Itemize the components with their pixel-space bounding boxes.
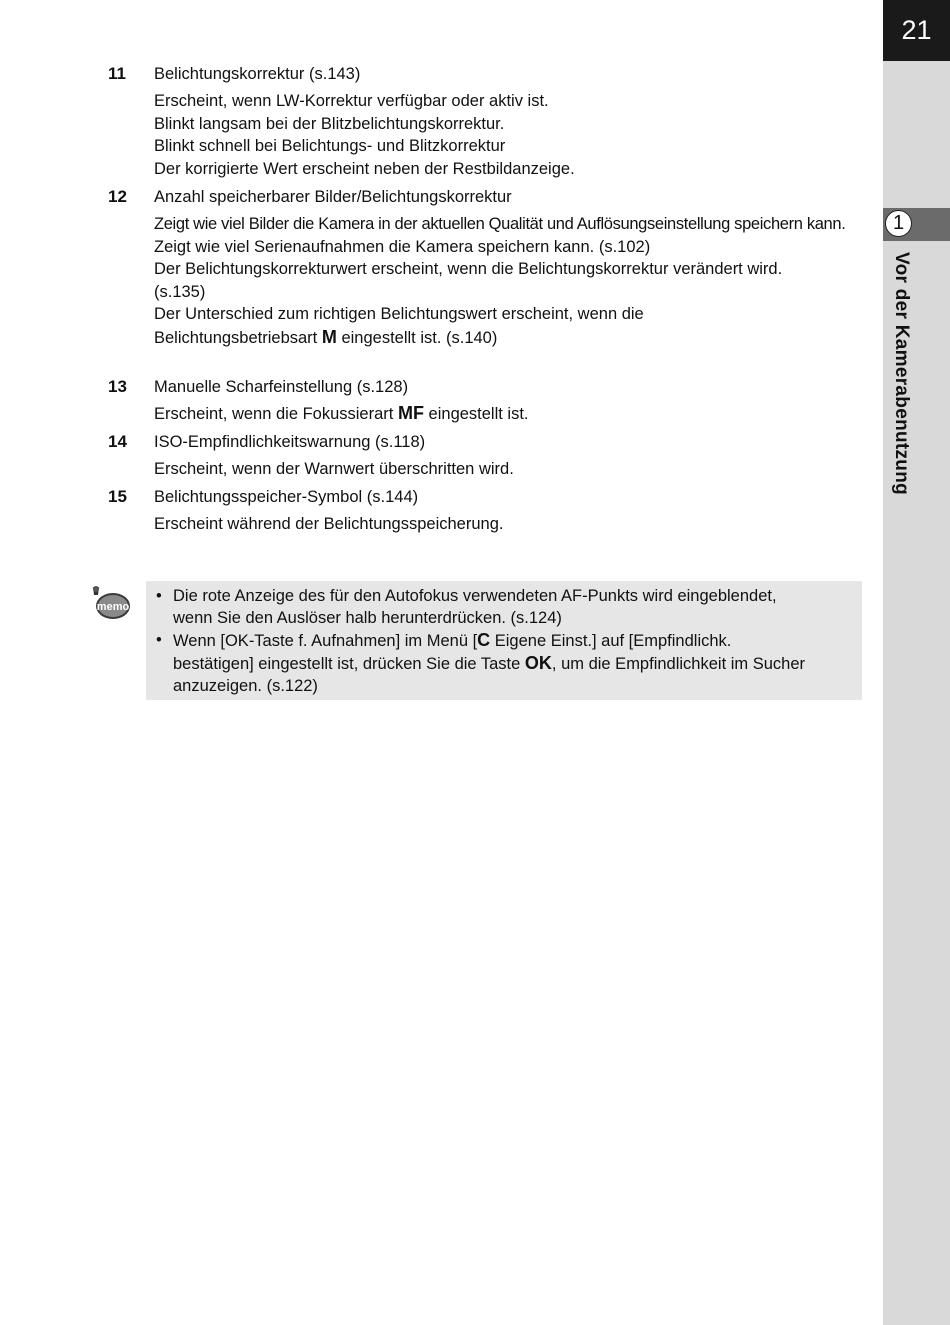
desc-line: Zeigt wie viel Serienaufnahmen die Kamera speichern kann. (s.102) <box>154 237 651 256</box>
memo-note <box>156 585 856 629</box>
desc-text: eingestellt ist. <box>428 405 529 423</box>
memo-icon-label: memo <box>96 601 130 613</box>
ok-button-symbol: OK <box>524 653 552 673</box>
desc-line: Der Belichtungskorrekturwert erscheint, wenn die Belichtungskorrektur verändert wird. <box>154 260 783 278</box>
memo-icon <box>89 585 131 621</box>
desc-line: Zeigt wie viel Bilder die Kamera in der aktuellen Qualität und Auflösungseinstellung speichern kann. <box>154 215 846 233</box>
desc-line: (s.135) <box>154 282 206 301</box>
custom-menu-symbol: C <box>477 630 491 650</box>
desc-text: Belichtungsbetriebsart <box>154 328 318 347</box>
desc-line <box>154 402 860 426</box>
memo-text: Wenn [OK-Taste f. Aufnahmen] im Menü [ <box>173 632 478 650</box>
memo-note <box>156 629 856 697</box>
item-title: ISO-Empfindlichkeitswarnung (s.118) <box>154 433 426 451</box>
desc-line: Erscheint, wenn der Warnwert überschritten wird. <box>154 460 514 478</box>
memo-line: Die rote Anzeige des für den Autofokus verwendeten AF-Punkts wird eingeblendet, <box>173 587 777 605</box>
item-title: Belichtungskorrektur (s.143) <box>154 65 361 83</box>
item-number: 14 <box>108 432 127 451</box>
bullet-marker: • <box>156 631 162 649</box>
desc-line: Erscheint, wenn LW-Korrektur verfügbar oder aktiv ist. <box>154 92 549 110</box>
desc-text: eingestellt ist. (s.140) <box>341 328 498 347</box>
item-description <box>154 213 860 349</box>
memo-text: , um die Empfindlichkeit im Sucher <box>551 655 806 673</box>
desc-line: Blinkt schnell bei Belichtungs- und Blitzkorrektur <box>154 137 506 155</box>
desc-line: Erscheint während der Belichtungsspeicherung. <box>154 515 504 533</box>
desc-line: Der korrigierte Wert erscheint neben der Restbildanzeige. <box>154 159 575 178</box>
focus-mf-symbol: MF <box>397 403 424 423</box>
item-title: Belichtungsspeicher-Symbol (s.144) <box>154 488 419 506</box>
item-description <box>154 458 860 481</box>
mode-m-symbol: M <box>321 326 337 347</box>
chapter-number: 1 <box>885 210 912 237</box>
item-title: Manuelle Scharfeinstellung (s.128) <box>154 378 409 396</box>
item-title: Anzahl speicherbarer Bilder/Belichtungskorrektur <box>154 188 512 206</box>
item-description <box>154 402 860 426</box>
memo-line: wenn Sie den Auslöser halb herunterdrücken. (s.124) <box>173 609 562 627</box>
bullet-marker: • <box>156 587 162 605</box>
desc-line: Der Unterschied zum richtigen Belichtungswert erscheint, wenn die <box>154 305 644 323</box>
item-description <box>154 90 860 180</box>
desc-line: Blinkt langsam bei der Blitzbelichtungskorrektur. <box>154 114 505 133</box>
memo-notes <box>156 585 856 697</box>
memo-line <box>173 629 856 652</box>
chapter-title: Vor der Kamerabenutzung <box>891 252 912 496</box>
memo-line <box>173 652 856 675</box>
memo-text: bestätigen] eingestellt ist, drücken Sie die Taste <box>173 655 525 673</box>
chapter-sidebar <box>883 0 950 1325</box>
item-number: 11 <box>108 64 126 83</box>
desc-text: Erscheint, wenn die Fokussierart <box>154 405 394 423</box>
memo-line: anzuzeigen. (s.122) <box>173 677 318 695</box>
memo-text: Eigene Einst.] auf [Empfindlichk. <box>490 632 732 650</box>
item-number: 12 <box>108 187 127 206</box>
item-description <box>154 513 860 536</box>
item-number: 13 <box>108 377 127 396</box>
desc-line <box>154 326 860 350</box>
item-number: 15 <box>108 487 127 506</box>
page-number: 21 <box>883 0 950 61</box>
